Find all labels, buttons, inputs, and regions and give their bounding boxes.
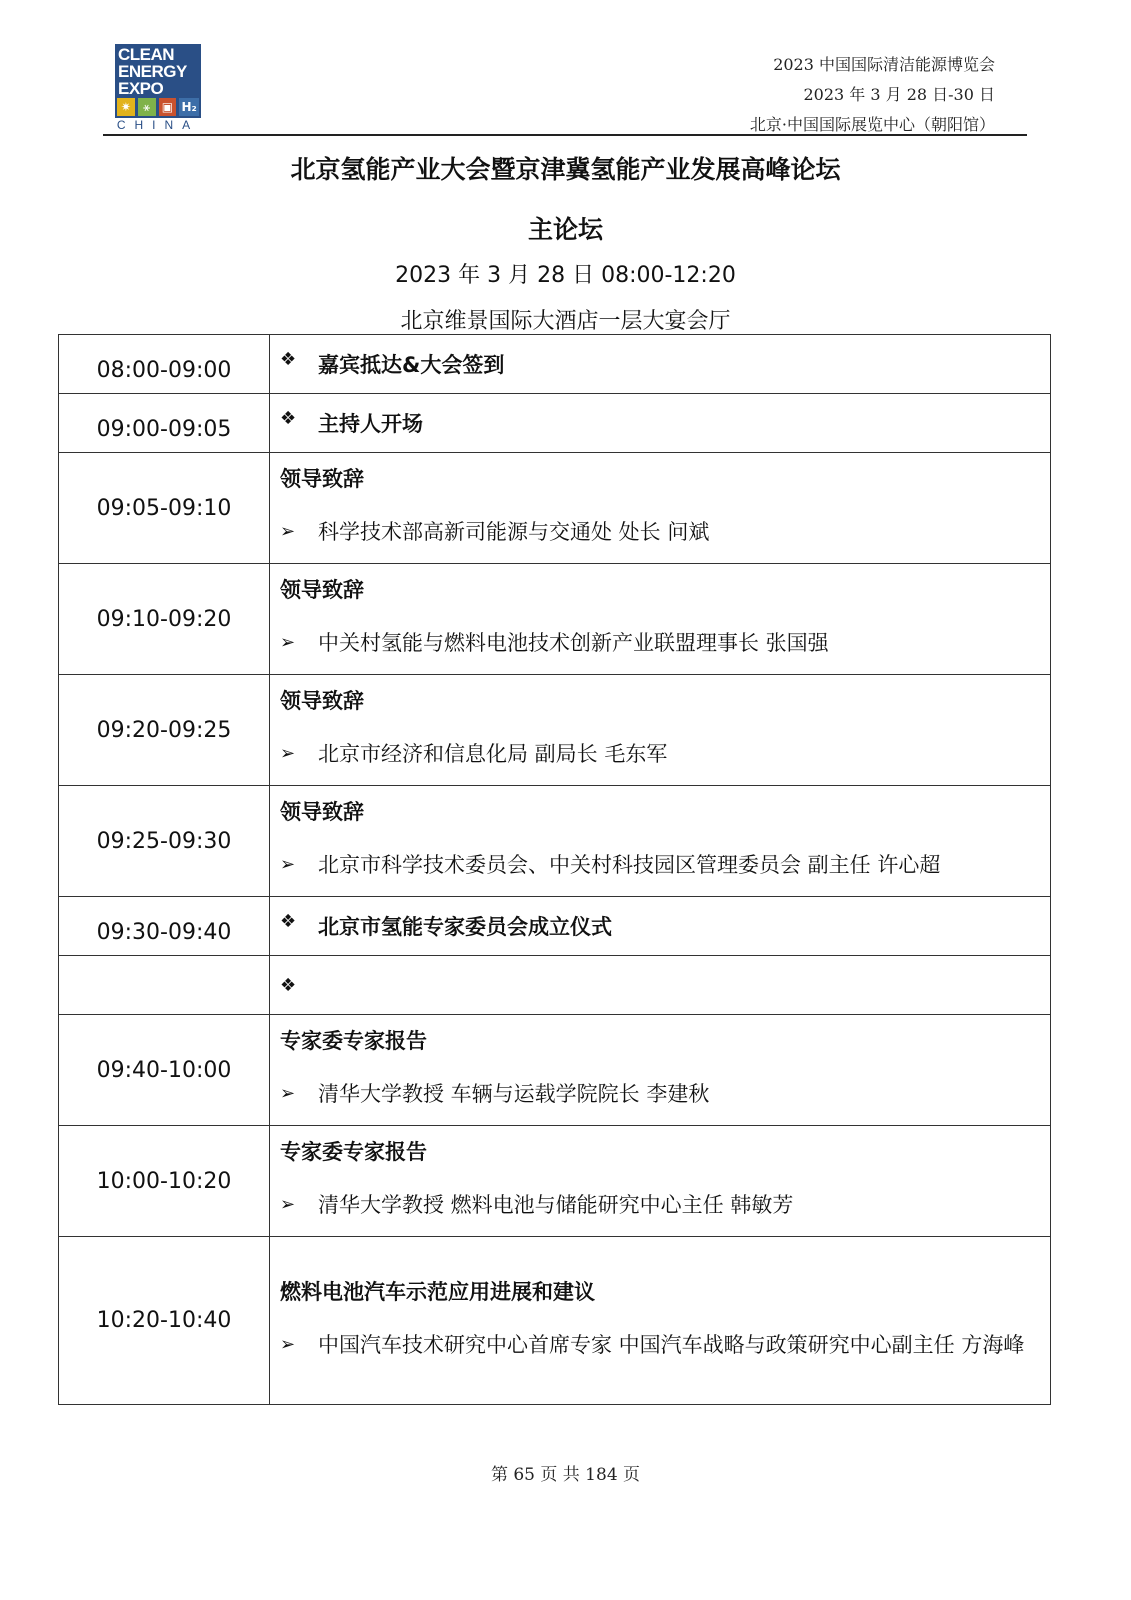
agenda-item: 主持人开场 [318, 412, 423, 436]
diamond-bullet-icon: ❖ [280, 408, 297, 429]
arrow-bullet-icon: ➢ [280, 854, 296, 875]
table-row [59, 564, 1051, 675]
diamond-bullet-icon: ❖ [280, 349, 297, 370]
arrow-bullet-icon: ➢ [280, 1083, 296, 1104]
arrow-bullet-icon: ➢ [280, 1194, 296, 1215]
table-row [59, 453, 1051, 564]
diamond-bullet-icon: ❖ [280, 974, 297, 996]
speaker-info: 科学技术部高新司能源与交通处 处长 问斌 [318, 520, 710, 544]
table-row [59, 1126, 1051, 1237]
logo-line-1: CLEAN [118, 45, 175, 64]
logo-line-2: ENERGY [118, 62, 187, 81]
arrow-bullet-icon: ➢ [280, 743, 296, 764]
row-time: 10:00-10:20 [59, 1126, 270, 1237]
row-time: 09:00-09:05 [59, 394, 270, 453]
speaker-info: 中国汽车技术研究中心首席专家 中国汽车战略与政策研究中心副主任 方海峰 [318, 1332, 1025, 1357]
row-time: 09:05-09:10 [59, 453, 270, 564]
page-number: 第 65 页 共 184 页 [490, 1465, 641, 1485]
page-header [103, 40, 1027, 136]
row-time [59, 956, 270, 1015]
clean-energy-expo-logo [115, 44, 201, 130]
logo-china: CHINA [116, 118, 200, 132]
sun-icon: ✷ [117, 98, 135, 116]
row-time: 09:20-09:25 [59, 675, 270, 786]
schedule-table [58, 334, 1051, 1405]
diamond-bullet-icon: ❖ [280, 911, 297, 932]
speaker-info: 中关村氢能与燃料电池技术创新产业联盟理事长 张国强 [318, 631, 829, 655]
table-row [59, 786, 1051, 897]
section-heading: 领导致辞 [280, 800, 364, 824]
expo-dates: 2023 年 3 月 28 日-30 日 [803, 85, 995, 104]
fuel-icon: ▣ [159, 98, 177, 116]
row-time: 09:40-10:00 [59, 1015, 270, 1126]
expo-venue: 北京·中国国际展览中心（朝阳馆） [749, 115, 995, 134]
table-row [59, 1237, 1051, 1405]
table-row [59, 675, 1051, 786]
row-time: 10:20-10:40 [59, 1237, 270, 1405]
doc-location: 北京维景国际大酒店一层大宴会厅 [400, 309, 731, 334]
row-time: 08:00-09:00 [59, 335, 270, 394]
agenda-item: 嘉宾抵达&大会签到 [318, 353, 505, 377]
speaker-info: 北京市科学技术委员会、中关村科技园区管理委员会 副主任 许心超 [318, 853, 941, 877]
row-time: 09:25-09:30 [59, 786, 270, 897]
speaker-info: 清华大学教授 燃料电池与储能研究中心主任 韩敏芳 [318, 1193, 794, 1217]
arrow-bullet-icon: ➢ [280, 521, 296, 542]
doc-datetime: 2023 年 3 月 28 日 08:00-12:20 [395, 263, 736, 288]
speaker-info: 北京市经济和信息化局 副局长 毛东军 [318, 742, 668, 766]
table-row [59, 1015, 1051, 1126]
row-time: 09:10-09:20 [59, 564, 270, 675]
logo-line-3: EXPO [118, 79, 164, 98]
table-row [59, 956, 1051, 1015]
wind-icon: ⚹ [138, 98, 156, 116]
table-row [59, 394, 1051, 453]
doc-subtitle: 主论坛 [527, 215, 603, 244]
section-heading: 专家委专家报告 [280, 1140, 427, 1164]
row-time: 09:30-09:40 [59, 897, 270, 956]
hydrogen-icon: H₂ [179, 98, 199, 116]
arrow-bullet-icon: ➢ [280, 1333, 296, 1355]
section-heading: 领导致辞 [280, 689, 364, 713]
section-heading: 专家委专家报告 [280, 1029, 427, 1053]
agenda-item: 北京市氢能专家委员会成立仪式 [318, 915, 612, 939]
section-heading: 领导致辞 [280, 578, 364, 602]
speaker-info: 清华大学教授 车辆与运载学院院长 李建秋 [318, 1082, 710, 1106]
section-heading: 燃料电池汽车示范应用进展和建议 [280, 1279, 595, 1304]
section-heading: 领导致辞 [280, 467, 364, 491]
expo-name: 2023 中国国际清洁能源博览会 [773, 55, 995, 74]
table-row [59, 897, 1051, 956]
table-row [59, 335, 1051, 394]
doc-title: 北京氢能产业大会暨京津冀氢能产业发展高峰论坛 [290, 155, 841, 184]
arrow-bullet-icon: ➢ [280, 632, 296, 653]
